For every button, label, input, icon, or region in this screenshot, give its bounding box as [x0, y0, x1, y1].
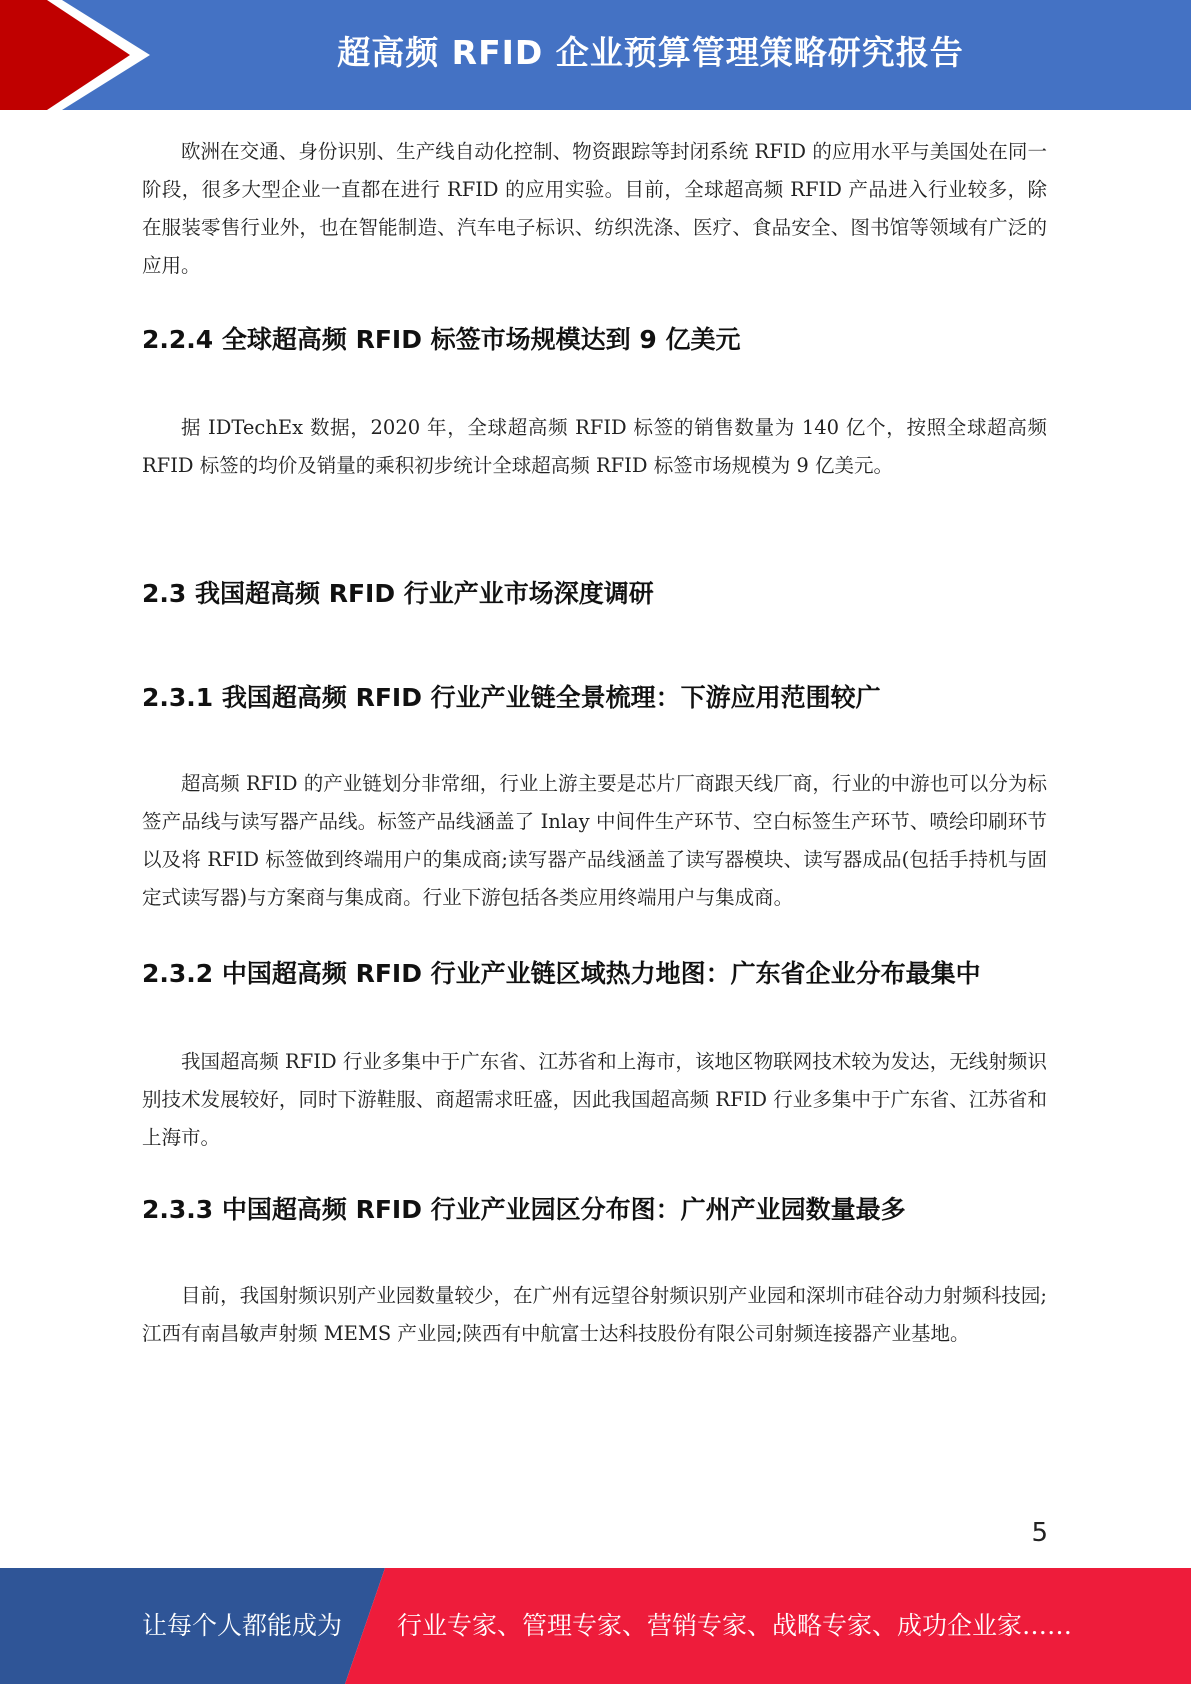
page-footer: [0, 1568, 1191, 1684]
document-body: [142, 133, 1047, 1353]
report-title: 超高频 RFID 企业预算管理策略研究报告: [337, 33, 964, 72]
page-number: 5: [1031, 1518, 1048, 1548]
heading-2-3-2: 2.3.2 中国超高频 RFID 行业产业链区域热力地图：广东省企业分布最集中: [142, 959, 981, 988]
heading-2-3-3: 2.3.3 中国超高频 RFID 行业产业园区分布图：广州产业园数量最多: [142, 1195, 906, 1224]
header-chevron-icon: [0, 0, 150, 110]
footer-slogan-left: 让每个人都能成为: [142, 1611, 343, 1640]
heading-2-3-1: 2.3.1 我国超高频 RFID 行业产业链全景梳理：下游应用范围较广: [142, 683, 881, 712]
paragraph-industry-chain: 超高频 RFID 的产业链划分非常细，行业上游主要是芯片厂商跟天线厂商，行业的中游也可以分为标签产品线与读写器产品线。标签产品线涵盖了 Inlay 中间件生产环节、空白标签生产环节、喷绘印刷环节以及将 RFID 标签做到终端用户的集成商;读写器产品线涵盖了读写器模块、读写器成品(包括手持机与固定式读写器)与方案商与集成商。行业下游包括各类应用终端用户与集成商。: [142, 772, 1047, 909]
heading-2-3: 2.3 我国超高频 RFID 行业产业市场深度调研: [142, 579, 654, 608]
paragraph-global-tag-market: 据 IDTechEx 数据，2020 年，全球超高频 RFID 标签的销售数量为 140 亿个，按照全球超高频 RFID 标签的均价及销量的乘积初步统计全球超高频 RFID 标签市场规模为 9 亿美元。: [142, 416, 1047, 477]
page-header: [0, 0, 1191, 110]
heading-2-2-4: 2.2.4 全球超高频 RFID 标签市场规模达到 9 亿美元: [142, 325, 741, 354]
paragraph-industrial-parks: 目前，我国射频识别产业园数量较少，在广州有远望谷射频识别产业园和深圳市硅谷动力射频科技园;江西有南昌敏声射频 MEMS 产业园;陕西有中航富士达科技股份有限公司射频连接器产业基地。: [142, 1284, 1047, 1345]
paragraph-europe-rfid: 欧洲在交通、身份识别、生产线自动化控制、物资跟踪等封闭系统 RFID 的应用水平与美国处在同一阶段，很多大型企业一直都在进行 RFID 的应用实验。目前，全球超高频 RFID 产品进入行业较多，除在服装零售行业外，也在智能制造、汽车电子标识、纺织洗涤、医疗、食品安全、图书馆等领域有广泛的应用。: [142, 140, 1047, 277]
paragraph-regional-distribution: 我国超高频 RFID 行业多集中于广东省、江苏省和上海市，该地区物联网技术较为发达，无线射频识别技术发展较好，同时下游鞋服、商超需求旺盛，因此我国超高频 RFID 行业多集中于广东省、江苏省和上海市。: [142, 1050, 1047, 1149]
footer-slogan-right: 行业专家、管理专家、营销专家、战略专家、成功企业家……: [397, 1611, 1073, 1640]
